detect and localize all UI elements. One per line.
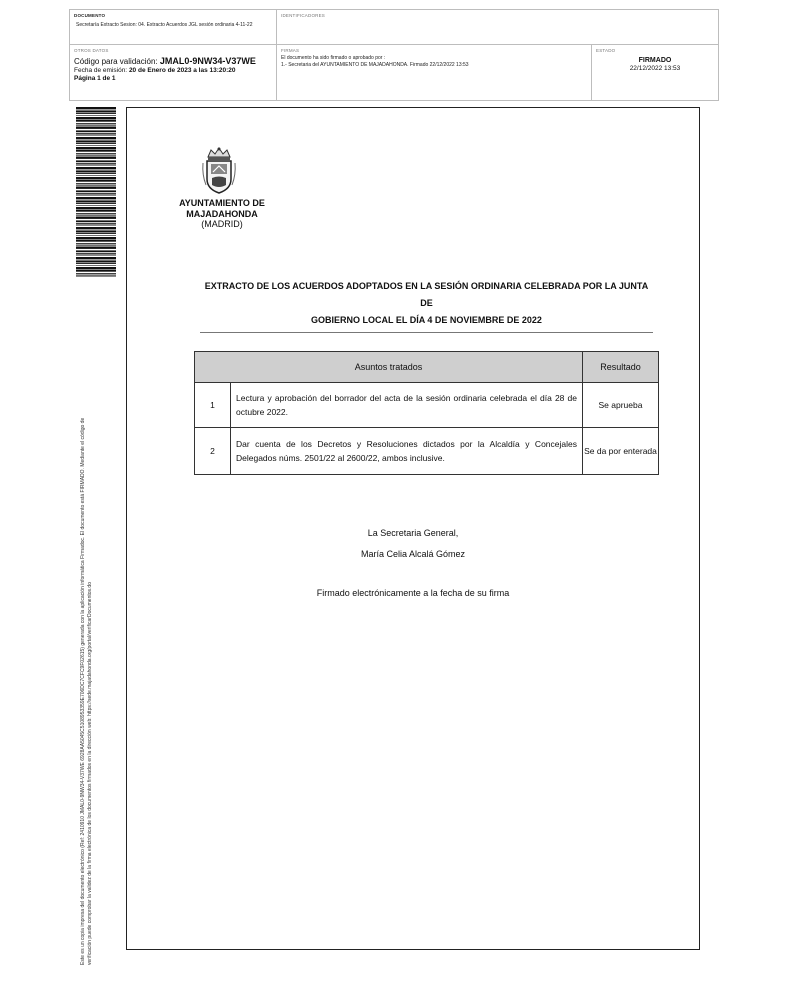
- barcode-bar: [76, 165, 116, 166]
- row-number: 2: [195, 428, 231, 475]
- document-metadata-box: [69, 9, 719, 101]
- fecha-value: 20 de Enero de 2023 a las 13:20:20: [128, 67, 236, 74]
- barcode-bar: [76, 235, 116, 236]
- barcode-bar: [76, 273, 116, 274]
- firmas-cell: [277, 45, 592, 100]
- firmas-line-2: 1.- Secretaria del AYUNTAMIENTO DE MAJADAHONDA. Firmado 22/12/2022 13:53: [281, 62, 469, 68]
- title-line-2: GOBIERNO LOCAL EL DÍA 4 DE NOVIEMBRE DE 2022: [311, 315, 542, 325]
- table-row: [195, 428, 659, 475]
- barcode-bar: [76, 215, 116, 216]
- side-text-line-2: verificación puede comprobar la validez de la firma electrónica de los documentos firmados en la dirección web: https://sede.majadahonda.org/portal/verificarDocumentos.do: [87, 582, 93, 965]
- barcode-bar: [76, 160, 116, 162]
- signatory-role: La Secretaria General,: [367, 528, 459, 538]
- barcode-bar: [76, 270, 116, 272]
- barcode-bar: [76, 140, 116, 142]
- barcode-bar: [76, 120, 116, 122]
- identificadores-cell: [277, 10, 718, 45]
- verification-side-text: [80, 295, 94, 965]
- barcode-bar: [76, 117, 116, 119]
- barcode-bar: [76, 173, 116, 174]
- identificadores-label: IDENTIFICADORES: [281, 13, 326, 18]
- otros-datos-cell: [70, 45, 277, 100]
- estado-label: ESTADO: [596, 48, 616, 53]
- barcode-bar: [76, 253, 116, 254]
- side-text-line-1: Este es un copia impresa del documento electrónico (Ref: 2410910 JMAL0-9NW34-V37WE 6928AA5045C5108953359E706DC7CFC9F02615) generada con la aplicación informática Firmadoc. El documento está FIRMADO. Mediante el código de: [80, 417, 86, 965]
- barcode-bar: [76, 207, 116, 209]
- barcode-bar: [76, 125, 116, 126]
- barcode-bar: [76, 205, 116, 206]
- barcode-bar: [76, 213, 116, 214]
- barcode-bar: [76, 267, 116, 269]
- row-description: Lectura y aprobación del borrador del acta de la sesión ordinaria celebrada el día 28 de octubre 2022.: [231, 383, 583, 428]
- table-row: [195, 383, 659, 428]
- barcode-bar: [76, 157, 116, 159]
- organization-name: [166, 198, 278, 230]
- barcode-bar: [76, 200, 116, 202]
- barcode-bar: [76, 130, 116, 132]
- header-resultado: Resultado: [583, 352, 659, 383]
- barcode-bar: [76, 123, 116, 124]
- barcode-bar: [76, 180, 116, 182]
- barcode-bar: [76, 195, 116, 196]
- barcode-bar: [76, 170, 116, 172]
- estado-date: 22/12/2022 13:53: [629, 65, 681, 72]
- barcode-bar: [76, 220, 116, 222]
- barcode-bar: [76, 227, 116, 229]
- barcode-bar: [76, 265, 116, 266]
- row-number: 1: [195, 383, 231, 428]
- barcode-bar: [76, 167, 116, 169]
- barcode-bar: [76, 115, 116, 116]
- barcode-bar: [76, 143, 116, 144]
- otros-datos-label: OTROS DATOS: [74, 48, 109, 53]
- barcode-bar: [76, 210, 116, 212]
- title-line-1: EXTRACTO DE LOS ACUERDOS ADOPTADOS EN LA SESIÓN ORDINARIA CELEBRADA POR LA JUNTA DE: [204, 281, 649, 308]
- header-asuntos: Asuntos tratados: [195, 352, 583, 383]
- barcode-bar: [76, 250, 116, 252]
- firmas-line-1: El documento ha sido firmado o aprobado por :: [281, 55, 386, 61]
- barcode-bar: [76, 225, 116, 226]
- documento-value: Secretaría Extracto Sesion: 04. Extracto Acuerdos JGL sesión ordinaria 4-11-22: [76, 22, 253, 28]
- barcode-bar: [76, 187, 116, 189]
- signature-note: Firmado electrónicamente a la fecha de su firma: [316, 588, 510, 598]
- barcode-bar: [76, 233, 116, 234]
- documento-label: DOCUMENTO: [74, 13, 106, 18]
- barcode-bar: [76, 135, 116, 136]
- barcode-bar: [76, 113, 116, 114]
- barcode-bar: [76, 197, 116, 199]
- org-line-3: (MADRID): [201, 219, 243, 229]
- barcode-bar: [76, 147, 116, 149]
- row-description: Dar cuenta de los Decretos y Resoluciones dictados por la Alcaldía y Concejales Delegados núms. 2501/22 al 2600/22, ambos inclusive.: [231, 428, 583, 475]
- coat-of-arms-icon: [200, 145, 238, 197]
- document-title: [200, 278, 653, 333]
- agenda-table: [194, 351, 659, 475]
- barcode-bar: [76, 193, 116, 194]
- row-result: Se da por enterada: [583, 428, 659, 475]
- barcode-bar: [76, 243, 116, 244]
- org-line-2: MAJADAHONDA: [186, 208, 258, 219]
- barcode-bar: [76, 145, 116, 146]
- barcode-bar: [76, 223, 116, 224]
- barcode-bar: [76, 153, 116, 154]
- estado-value: FIRMADO: [638, 57, 672, 64]
- barcode-bar: [76, 255, 116, 256]
- barcode-bar: [76, 137, 116, 139]
- barcode-bar: [76, 230, 116, 232]
- barcode-bar: [76, 185, 116, 186]
- barcode-bar: [76, 217, 116, 219]
- barcode-bar: [76, 163, 116, 164]
- firmas-label: FIRMAS: [281, 48, 300, 53]
- barcode-image: [76, 107, 116, 277]
- pagina-count: Página 1 de 1: [74, 75, 116, 82]
- barcode-bar: [76, 263, 116, 264]
- row-result: Se aprueba: [583, 383, 659, 428]
- barcode-bar: [76, 275, 116, 276]
- barcode-bar: [76, 110, 116, 112]
- barcode-bar: [76, 150, 116, 152]
- barcode-bar: [76, 203, 116, 204]
- barcode-bar: [76, 127, 116, 129]
- barcode-bar: [76, 277, 116, 278]
- documento-cell: [70, 10, 277, 45]
- barcode-bar: [76, 245, 116, 246]
- fecha-emision: [74, 67, 272, 75]
- barcode-bar: [76, 175, 116, 176]
- estado-cell: [592, 45, 718, 100]
- org-line-1: AYUNTAMIENTO DE: [179, 198, 265, 208]
- codigo-validacion: [74, 56, 272, 67]
- barcode-bar: [76, 240, 116, 242]
- agenda-header-row: [195, 352, 659, 383]
- barcode-bar: [76, 260, 116, 262]
- codigo-value: JMAL0-9NW34-V37WE: [159, 56, 256, 66]
- codigo-prefix: Código para validación:: [74, 57, 158, 66]
- barcode-bar: [76, 107, 116, 109]
- signatory-name: María Celia Alcalá Gómez: [360, 549, 466, 559]
- barcode-bar: [76, 237, 116, 239]
- fecha-prefix: Fecha de emisión:: [74, 67, 128, 74]
- barcode-bar: [76, 177, 116, 179]
- barcode-bar: [76, 257, 116, 259]
- barcode-bar: [76, 133, 116, 134]
- barcode-bar: [76, 247, 116, 249]
- barcode-bar: [76, 190, 116, 192]
- barcode-bar: [76, 183, 116, 184]
- barcode-bar: [76, 155, 116, 156]
